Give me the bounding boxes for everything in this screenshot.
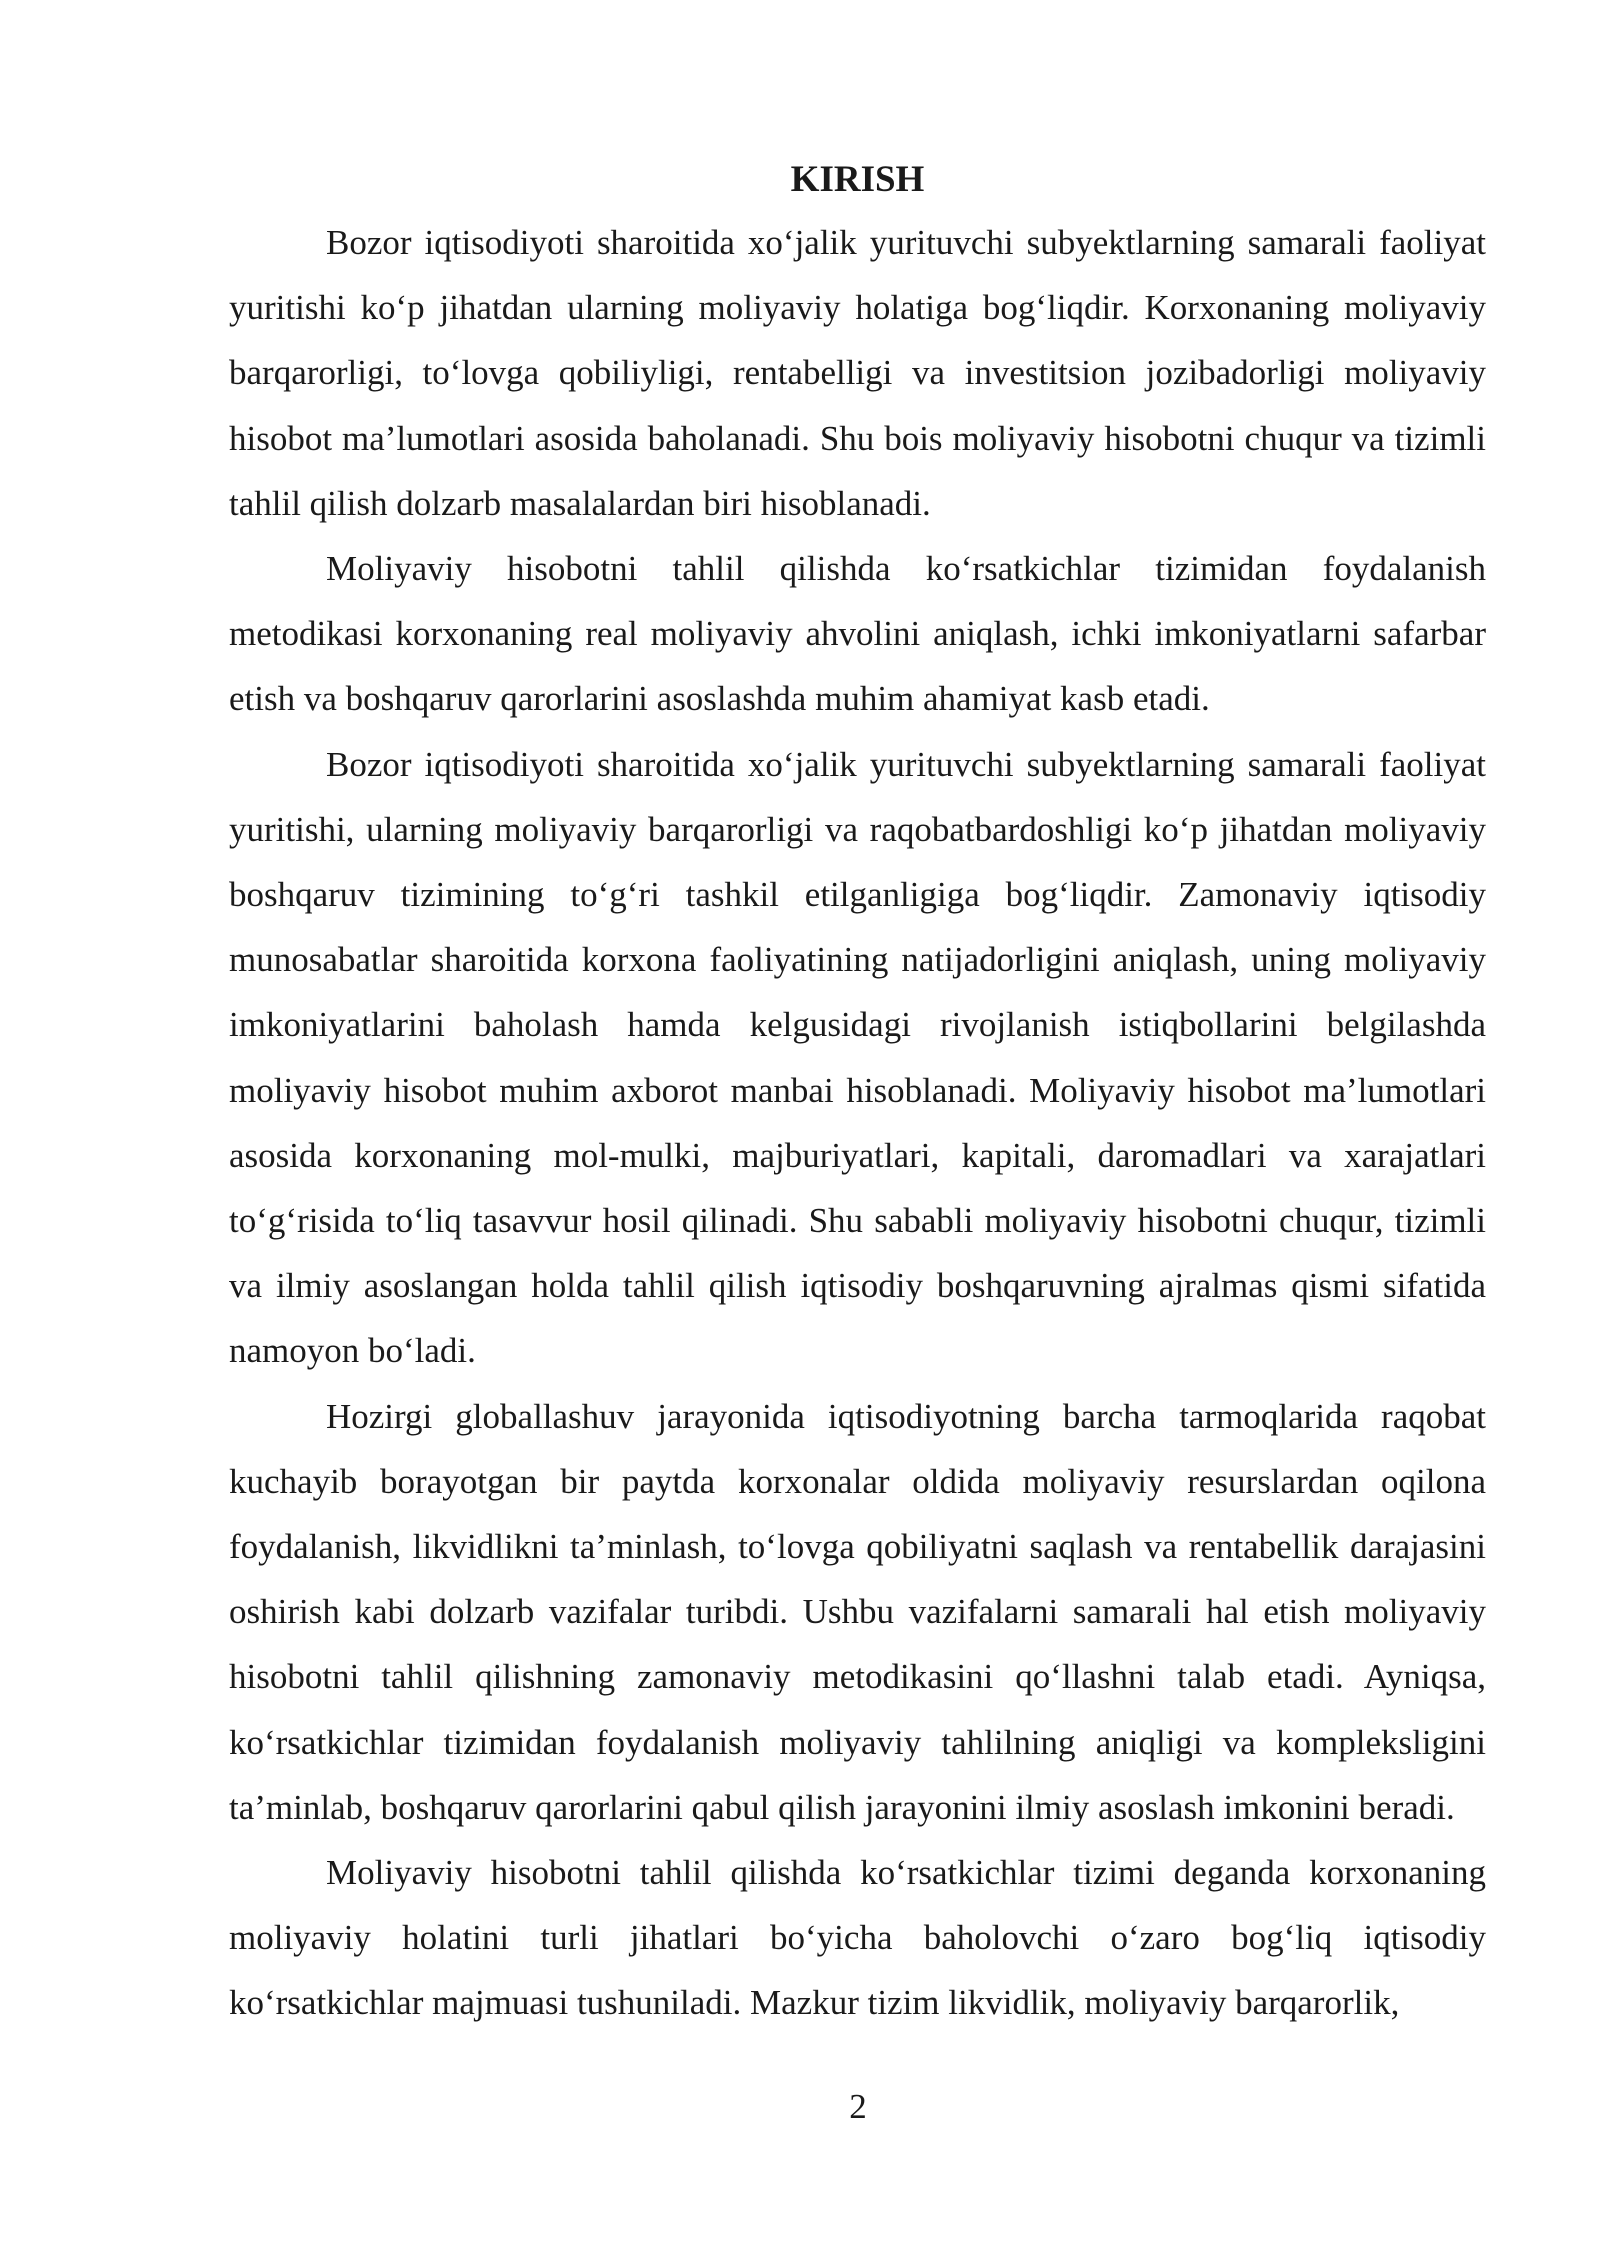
paragraph-2: Moliyaviy hisobotni tahlil qilishda ko‘rsatkichlar tizimidan foydalanish metodikasi korxonaning real moliyaviy ahvolini aniqlash, ichki imkoniyatlarni safarbar etish va boshqaruv qarorlarini asoslashda muhim ahamiyat kasb etadi. bbox=[229, 549, 1486, 719]
paragraph-1: Bozor iqtisodiyoti sharoitida xo‘jalik yurituvchi subyektlarning samarali faoliyat yuritishi ko‘p jihatdan ularning moliyaviy holatiga bog‘liqdir. Korxonaning moliyaviy barqarorligi, to‘lovga qobiliyligi, rentabelligi va investitsion jozibadorligi moliyaviy hisobot ma’lumotlari asosida baholanadi. Shu bois moliyaviy hisobotni chuqur va tizimli tahlil qilish dolzarb masalalardan biri hisoblanadi. bbox=[229, 223, 1486, 523]
page-number: 2 bbox=[849, 2087, 867, 2126]
paragraph-4: Hozirgi globallashuv jarayonida iqtisodiyotning barcha tarmoqlarida raqobat kuchayib borayotgan bir paytda korxonalar oldida moliyaviy resurslardan oqilona foydalanish, likvidlikni ta’minlash, to‘lovga qobiliyatni saqlash va rentabellik darajasini oshirish kabi dolzarb vazifalar turibdi. Ushbu vazifalarni samarali hal etish moliyaviy hisobotni tahlil qilishning zamonaviy metodikasini qo‘llashni talab etadi. Ayniqsa, ko‘rsatkichlar tizimidan foydalanish moliyaviy tahlilning aniqligi va kompleksligini ta’minlab, boshqaruv qarorlarini qabul qilish jarayonini ilmiy asoslash imkonini beradi. bbox=[229, 1396, 1486, 1827]
paragraph-3: Bozor iqtisodiyoti sharoitida xo‘jalik yurituvchi subyektlarning samarali faoliyat yuritishi, ularning moliyaviy barqarorligi va raqobatbardoshligi ko‘p jihatdan moliyaviy boshqaruv tizimining to‘g‘ri tashkil etilganligiga bog‘liqdir. Zamonaviy iqtisodiy munosabatlar sharoitida korxona faoliyatining natijadorligini aniqlash, uning moliyaviy imkoniyatlarini baholash hamda kelgusidagi rivojlanish istiqbollarini belgilashda moliyaviy hisobot muhim axborot manbai hisoblanadi. Moliyaviy hisobot ma’lumotlari asosida korxonaning mol-mulki, majburiyatlari, kapitali, daromadlari va xarajatlari to‘g‘risida to‘liq tasavvur hosil qilinadi. Shu sababli moliyaviy hisobotni chuqur, tizimli va ilmiy asoslangan holda tahlil qilish iqtisodiy boshqaruvning ajralmas qismi sifatida namoyon bo‘ladi. bbox=[229, 744, 1486, 1371]
section-heading: KIRISH bbox=[790, 159, 925, 200]
document-page bbox=[229, 150, 1486, 2036]
paragraph-5: Moliyaviy hisobotni tahlil qilishda ko‘rsatkichlar tizimi deganda korxonaning moliyaviy holatini turli jihatlari bo‘yicha baholovchi o‘zaro bog‘liq iqtisodiy ko‘rsatkichlar majmuasi tushuniladi. Mazkur tizim likvidlik, moliyaviy barqarorlik, bbox=[229, 1853, 1486, 2023]
